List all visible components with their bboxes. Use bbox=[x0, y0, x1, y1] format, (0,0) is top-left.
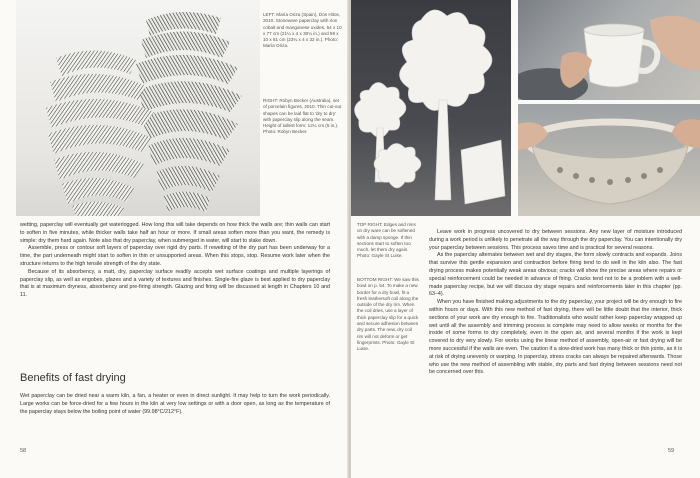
caption-top-right: TOP RIGHT: Edges and rims on dry ware can be softened with a damp sponge. If thin sections start to soften too much, let them dry again. Photo: Gayle St Luise. bbox=[357, 222, 416, 259]
paragraph: Assemble, press or contour soft layers of paperclay over rigid dry parts. If rewetting of the dry part has been underway for a time, the part underneath might start to soften in thin or unsupported areas. When this stops, stop. Resume work later when the structure returns to the high tensile strength of the dry state. bbox=[20, 245, 330, 267]
page-number-left: 58 bbox=[20, 448, 27, 454]
tall-flower-stem bbox=[435, 100, 451, 200]
paragraph: Leave work in progress uncovered to dry between sessions. Any new layer of moisture introduced during a work period is unlikely to penetrate all the way through the dry paperclay. You can intentionally dry your paperclay between sessions. This process saves time and is practical for several reasons. bbox=[429, 229, 682, 251]
paragraph: wetting, paperclay will eventually get waterlogged. How long this will take depends on how thick the walls are; thin walls can start to soften in five minutes, while thicker walls take half an hour or more. If small areas soften more than you want, the remedy is simple: dry them hard again. Note also that dry paperclay, when submerged in water, will start to slake down. bbox=[20, 222, 330, 244]
cup-sponging-photo bbox=[518, 0, 700, 100]
paragraph: As the paperclay alternates between wet and dry stages, the form slowly contracts and expands. Joins that survive this gentle expansion and contraction before firing tend to do well in the kiln also. The fast drying process makes potentially weak areas obvious; cracks will show the precise areas where repairs or special reinforcement could be needed in advance of firing. Cracks tend not to be a problem with a well-made paperclay recipe, but we will discuss dry stage repairs and reinforcements later in this chapter (pp. 63–4). bbox=[429, 252, 682, 298]
hand-right bbox=[672, 119, 700, 148]
paragraph: Because of its absorbency, a matt, dry, paperclay surface readily accepts wet surface coatings and multiple layerings of paperclay slip, as well as engobes, glazes and a variety of textures and finishes. Single-fire glaze is best applied to dry paperclay that is at maximum dryness, absorbency and pre-firing strength. Glazing and firing will be discussed at length in Chapters 10 and 11. bbox=[20, 268, 330, 299]
porcelain-figures-photo bbox=[351, 0, 511, 216]
tall-sculpture-left bbox=[46, 50, 154, 216]
cut-out-flower-figures-illustration bbox=[351, 0, 511, 216]
tall-flower-figure bbox=[399, 10, 492, 111]
hand-left bbox=[518, 122, 548, 150]
sculpture-photo bbox=[16, 0, 260, 216]
paragraph: Wet paperclay can be dried near a warm kiln, a fan, a heater or even in direct sunlight. It may help to turn the work periodically. Large works can be force-dried for a few hours in the kiln at very low settings or with a door open, as long as the temperature of the paperclay stays below the boiling point of water (99.98°C/212°F). bbox=[20, 393, 330, 415]
bowl-with-coil-rim-illustration bbox=[518, 104, 700, 216]
left-body-text bbox=[20, 222, 330, 300]
paragraph: When you have finished making adjustments to the dry paperclay, your project will be dry enough to fire within hours or days. With this new method of fast drying, there will be little doubt that the interior, thick sections of your work are dry enough to fire. Traditionalists who would rather keep paperclay wrapped up wet until all the assembly and trimming process is complete may need to allow weeks or months for the inside of some forms to dry completely, even in the open air, and several months if the work is kept covered to dry very slowly. For works using the linear method of assembly, open-air or fast drying will be more successful if the walls are even. The caution if a slow-dried work has many thick or thin joints, as it is at risk of drying unevenly or warping. In paperclay, stress cracks can always be repaired afterwards. Those who use the new method of assembling with stable, dry parts and fast drying between sessions need not be concerned over this. bbox=[429, 299, 682, 376]
wavy-stacked-sculptures-illustration bbox=[16, 0, 260, 216]
left-page bbox=[0, 0, 349, 478]
flat-base-plate bbox=[461, 140, 505, 204]
hands-with-cup-illustration bbox=[518, 0, 700, 100]
page-number-right: 59 bbox=[668, 448, 675, 454]
cup-rim bbox=[584, 24, 644, 36]
right-body-text bbox=[429, 229, 682, 377]
bowl-rim-photo bbox=[518, 104, 700, 216]
low-flower-figure bbox=[374, 143, 421, 188]
bowl-body bbox=[532, 146, 688, 204]
right-page bbox=[351, 0, 700, 478]
caption-right-photo: RIGHT: Robyn Becker (Australia), set of porcelain figures, 2010. Thin cut-out shapes can be laid flat to 'dry to dry' with paperclay slip along the seam. Height of tallest form: 12¼ cm (5 in.). Photo: Robyn Becker. bbox=[263, 98, 342, 135]
section-heading: Benefits of fast drying bbox=[20, 372, 126, 384]
left-body-text-after-heading bbox=[20, 393, 330, 416]
caption-bottom-right: BOTTOM RIGHT: We saw this bowl on p. 54. To make a new border for a dry bowl, fit a fresh leathersoft coil along the outside of the dry rim. When the coil dries, use a layer of thick paperclay slip for a quick and secure adhesion between dry parts. The new, dry coil rim will not deform or get fingerprints. Photo: Gayle St Luise. bbox=[357, 277, 419, 352]
caption-left-photo: LEFT: María Oriza (Spain), Dos Hitos, 2010. Stoneware paperclay with iron cobalt and manganese oxides, 54 x 10 x 77 cm (21¼ x 4 x 30¼ in.) and 59 x 10 x 81 cm (23¼ x 4 x 32 in.). Photo: María Oriza. bbox=[263, 12, 342, 49]
